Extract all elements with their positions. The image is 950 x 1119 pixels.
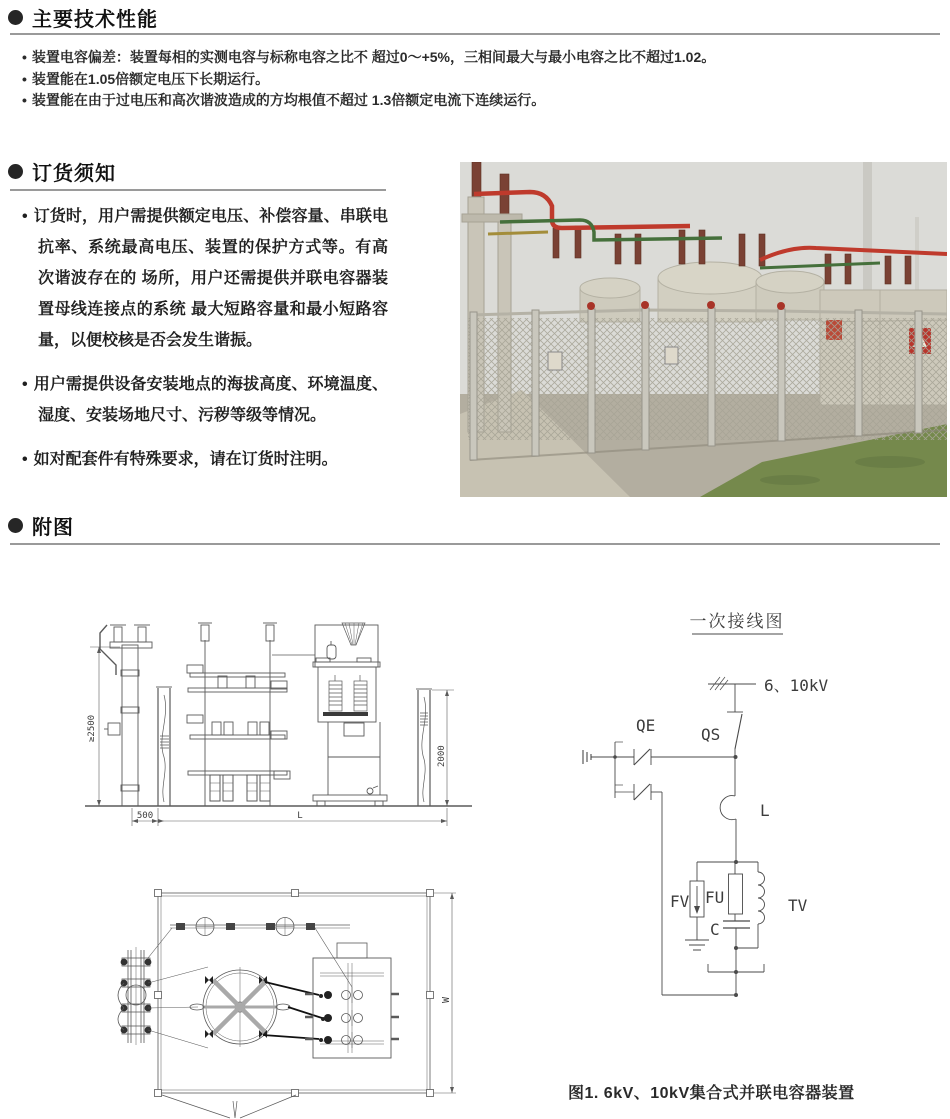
svg-text:2000: 2000 bbox=[437, 745, 447, 767]
fence-height-dimension bbox=[432, 690, 454, 806]
connection-wires bbox=[148, 967, 208, 1048]
fuse-capacitor-branch bbox=[723, 862, 750, 948]
section-header-figures bbox=[8, 511, 74, 540]
disconnector-qs bbox=[727, 684, 743, 757]
svg-text:W: W bbox=[441, 996, 452, 1003]
ordering-bullet-list bbox=[22, 201, 388, 488]
section-title: 订货须知 bbox=[32, 163, 116, 185]
bus-symbol bbox=[708, 677, 756, 690]
disconnector-label: QS bbox=[701, 725, 721, 744]
height-dimension bbox=[87, 647, 120, 806]
svg-text:L: L bbox=[297, 811, 303, 821]
bottom-dimensions bbox=[132, 808, 447, 826]
width-dimension bbox=[434, 893, 456, 1093]
reactor-label: L bbox=[760, 801, 770, 820]
reactor-symbol bbox=[720, 757, 736, 862]
ordering-bullet: • 订货时，用户需提供额定电压、补偿容量、串联电抗率、系统最高电压、装置的保护方式等。有高次谐波存在的 场所，用户还需提供并联电容器装置母线连接点的系统 最大短路容量和最小短路容量，以便校核是否会发生谐振。 bbox=[22, 201, 388, 356]
section-rule bbox=[10, 189, 386, 191]
section-header-performance bbox=[8, 3, 158, 32]
svg-text:≥2500: ≥2500 bbox=[87, 714, 97, 742]
section-bullet-icon bbox=[8, 518, 23, 533]
wiring-diagram bbox=[580, 600, 950, 1075]
elevation-drawing bbox=[60, 595, 480, 850]
svg-text:500: 500 bbox=[136, 811, 154, 821]
section-title: 附图 bbox=[32, 517, 74, 539]
section-rule bbox=[10, 543, 940, 545]
performance-bullet: • 装置能在由于过电压和高次谐波造成的方均根值不超过 1.3倍额定电流下连续运行。 bbox=[22, 90, 715, 112]
section-header-ordering bbox=[8, 157, 116, 186]
figure-caption: 图1. 6kV、10kV集合式并联电容器装置 bbox=[568, 1085, 855, 1102]
voltage-transformer-tv bbox=[736, 862, 765, 948]
capacitor-label: C bbox=[710, 920, 720, 939]
earthing-switch-label: QE bbox=[636, 716, 656, 735]
section-title: 主要技术性能 bbox=[32, 9, 158, 31]
performance-bullet-list bbox=[22, 47, 715, 112]
fence-post-right bbox=[416, 689, 432, 806]
substation-photo bbox=[460, 162, 947, 497]
plan-drawing bbox=[100, 855, 500, 1119]
bottom-return bbox=[662, 948, 764, 997]
section-bullet-icon bbox=[8, 164, 23, 179]
pole-top-view bbox=[118, 947, 151, 1045]
wiring-title: 一次接线图 bbox=[689, 612, 785, 631]
bus-label: 6、10kV bbox=[764, 676, 829, 695]
ordering-bullet: • 用户需提供设备安装地点的海拔高度、环境温度、湿度、安装场地尺寸、污秽等级等情况。 bbox=[22, 369, 388, 431]
collective-tank bbox=[313, 623, 387, 806]
switch-box-top-view bbox=[305, 943, 399, 1058]
section-rule bbox=[10, 33, 940, 35]
fuse-label: FU bbox=[705, 888, 725, 907]
incoming-pole bbox=[100, 625, 152, 806]
tv-label: TV bbox=[788, 896, 808, 915]
section-bullet-icon bbox=[8, 10, 23, 25]
ordering-bullet: • 如对配套件有特殊要求，请在订货时注明。 bbox=[22, 444, 388, 475]
fence-post-left bbox=[156, 687, 172, 806]
earthing-switch-qe bbox=[583, 742, 735, 995]
performance-bullet: • 装置能在1.05倍额定电压下长期运行。 bbox=[22, 69, 715, 91]
capacitor-rack bbox=[187, 623, 315, 806]
performance-bullet: • 装置电容偏差：装置每相的实测电容与标称电容之比不 超过0～+5%，三相间最大与最小电容之比不超过1.02。 bbox=[22, 47, 715, 69]
top-busbar bbox=[148, 918, 352, 988]
arrester-label: FV bbox=[670, 892, 690, 911]
